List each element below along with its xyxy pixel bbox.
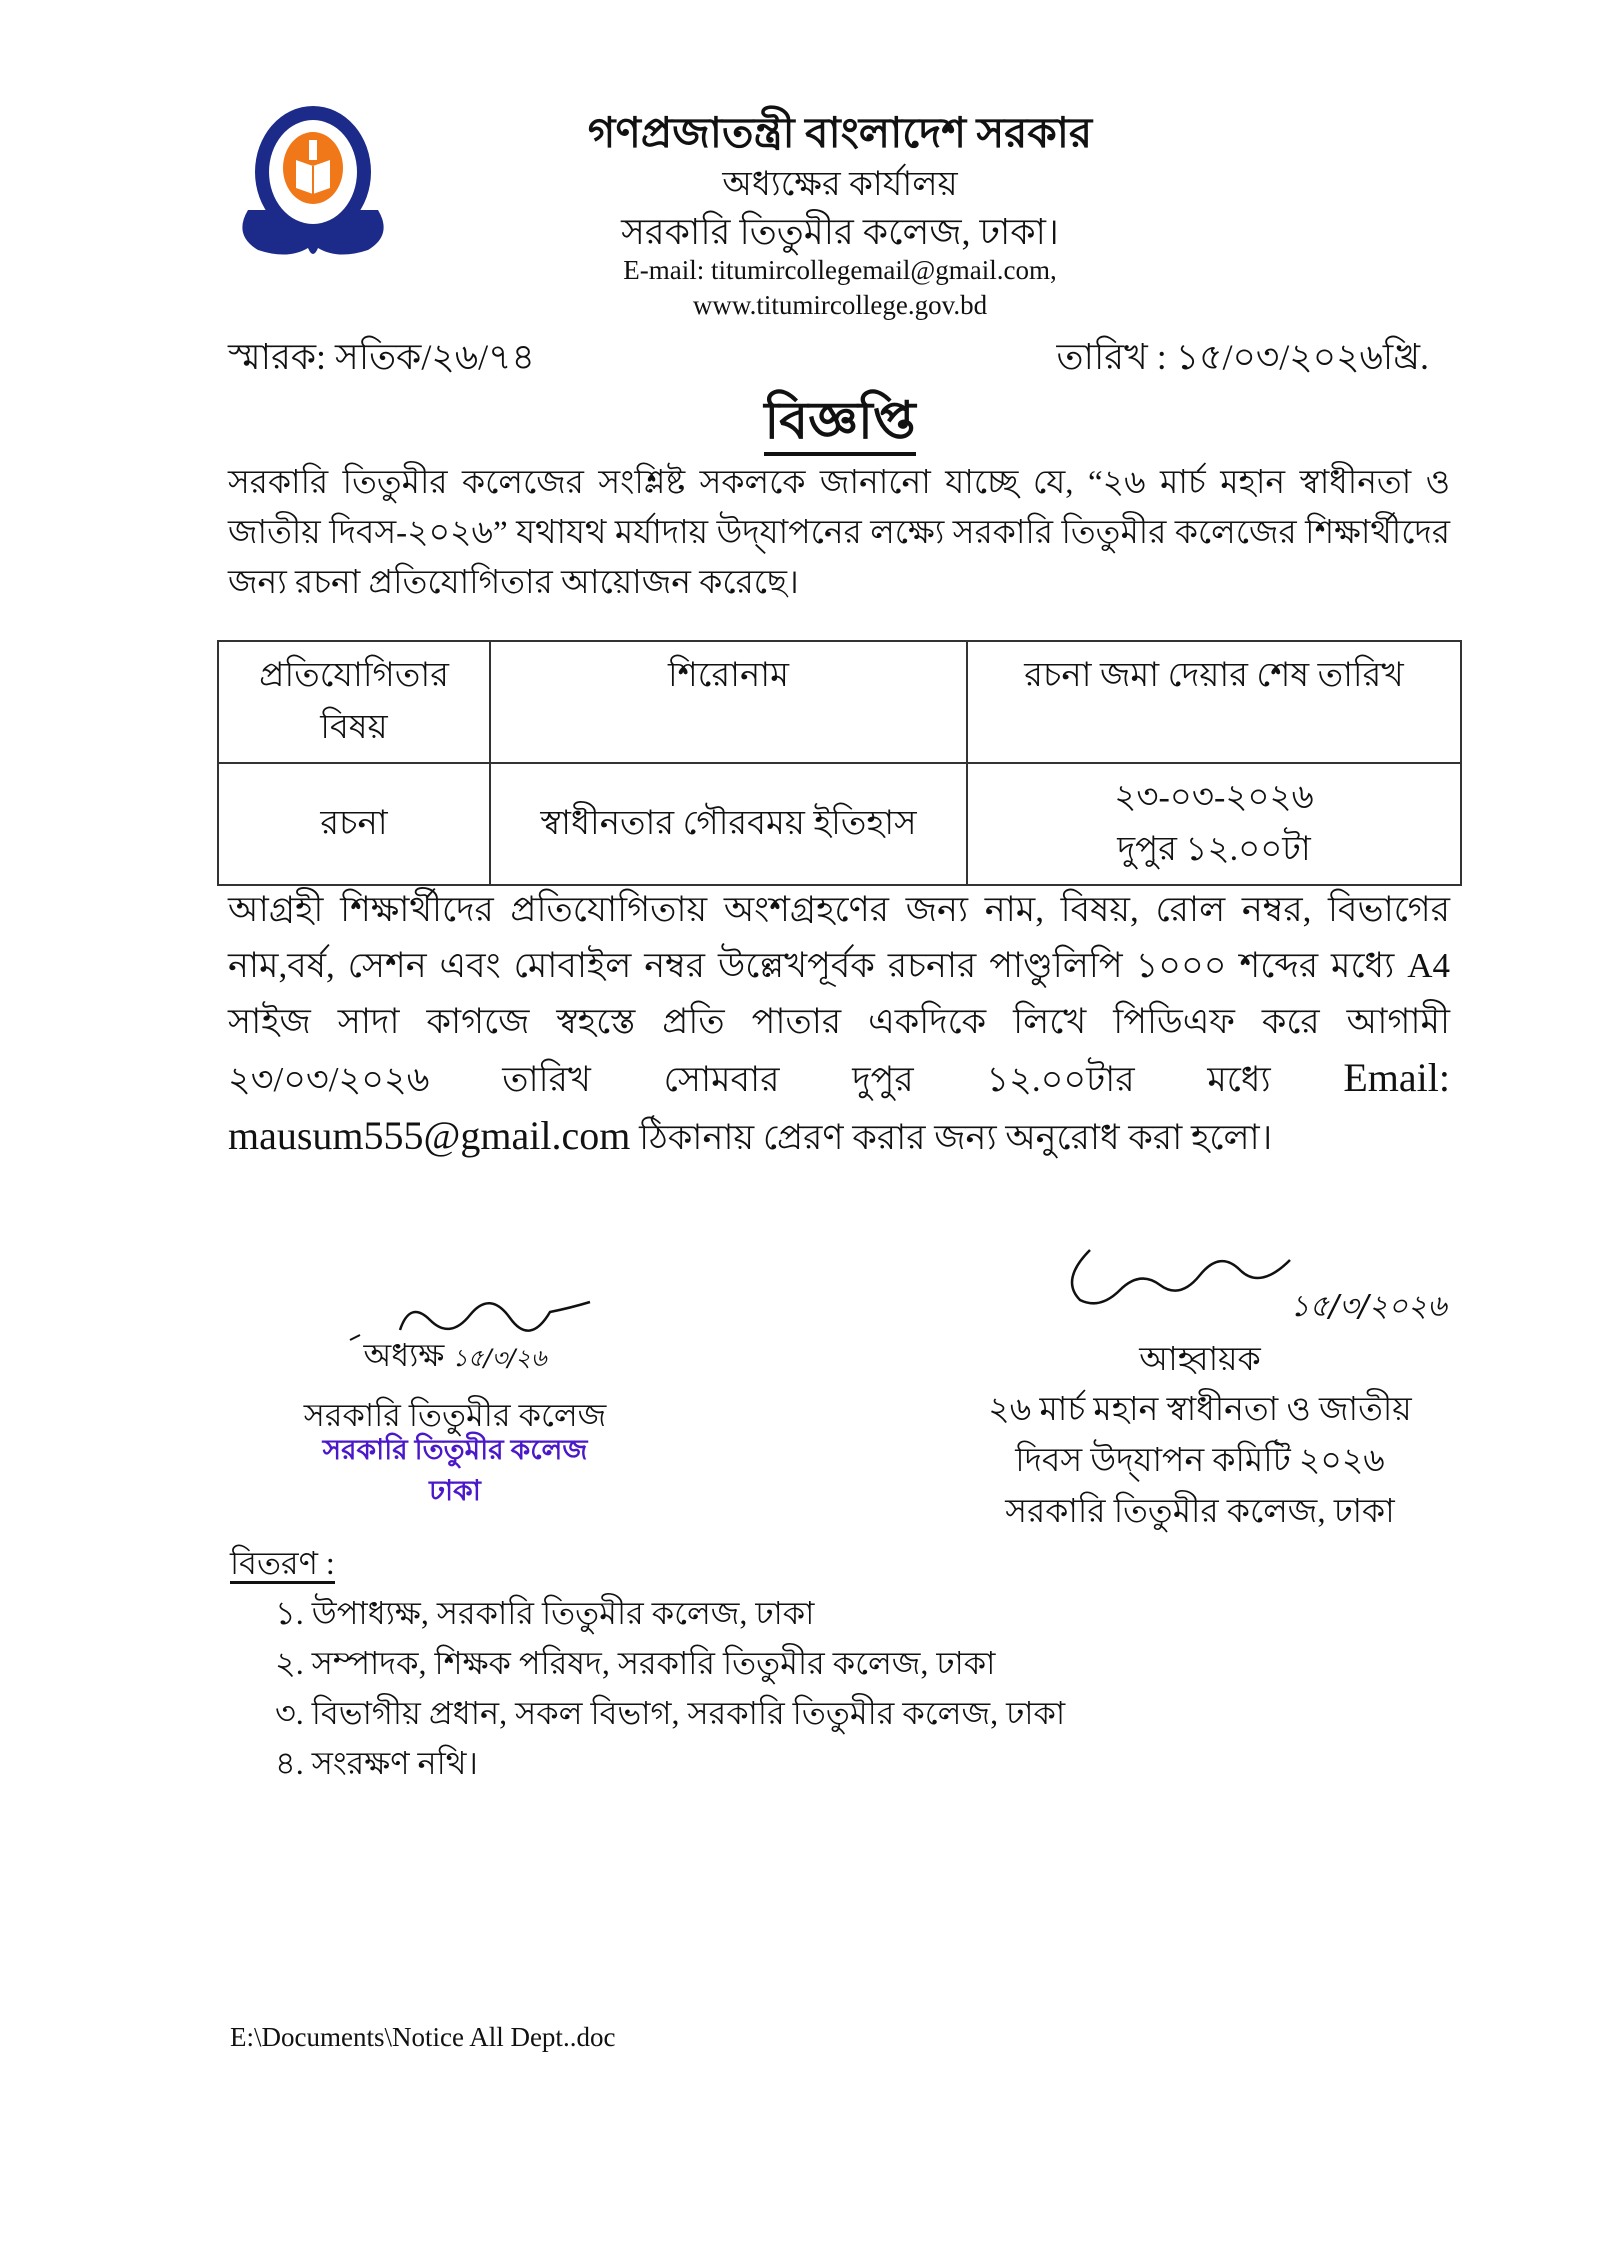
intro-paragraph: সরকারি তিতুমীর কলেজের সংশ্লিষ্ট সকলকে জানানো যাচ্ছে যে, “২৬ মার্চ মহান স্বাধীনতা ও জাতীয় দিবস-২০২৬” যথাযথ মর্যাদায় উদ্‌যাপনের লক্ষ্যে সরকারি তিতুমীর কলেজের শিক্ষার্থীদের জন্য রচনা প্রতিযোগিতার আয়োজন করেছে। — [228, 465, 1450, 601]
file-path-footer: E:\Documents\Notice All Dept..doc — [230, 2022, 616, 2052]
list-item: ২. সম্পাদক, শিক্ষক পরিষদ, সরকারি তিতুমীর কলেজ, ঢাকা — [275, 1645, 996, 1681]
notice-title — [0, 380, 1619, 467]
principal-title-line — [270, 1330, 640, 1384]
table-cell: স্বাধীনতার গৌরবময় ইতিহাস — [490, 763, 967, 885]
distribution-list — [275, 1588, 1065, 1788]
distribution-title — [230, 1538, 335, 1592]
header-cell: শিরোনাম — [490, 641, 967, 763]
list-item: ১. উপাধ্যক্ষ, সরকারি তিতুমীর কলেজ, ঢাকা — [275, 1595, 815, 1631]
table-header-row — [218, 641, 1461, 763]
submission-email: mausum555@gmail.com — [228, 1113, 631, 1158]
convener-sign-date: ১৫/৩/২০২৬ — [1290, 1289, 1447, 1324]
memo-date: তারিখ : ১৫/০৩/২০২৬খ্রি. — [1056, 337, 1429, 377]
stamp-line1: সরকারি তিতুমীর কলেজ — [322, 1435, 588, 1466]
deadline-time: দুপুর ১২.০০টা — [1117, 831, 1311, 868]
convener-committee — [930, 1385, 1470, 1538]
office-heading: অধ্যক্ষের কার্যালয় — [722, 166, 958, 203]
college-heading: সরকারি তিতুমীর কলেজ, ঢাকা। — [621, 212, 1059, 252]
list-item: ৪. সংরক্ষণ নথি। — [275, 1745, 478, 1781]
committee-line2: দিবস উদ্‌যাপন কমিটি ২০২৬ — [1015, 1443, 1385, 1479]
committee-line1: ২৬ মার্চ মহান স্বাধীনতা ও জাতীয় — [988, 1392, 1412, 1428]
college-email: E-mail: titumircollegemail@gmail.com, — [623, 255, 1057, 285]
table-cell — [967, 763, 1461, 885]
instructions-paragraph — [228, 882, 1450, 1166]
instructions-text: আগ্রহী শিক্ষার্থীদের প্রতিযোগিতায় অংশগ্রহণের জন্য নাম, বিষয়, রোল নম্বর, বিভাগের নাম,বর্ষ, সেশন এবং মোবাইল নম্বর উল্লেখপূর্বক রচনার পাণ্ডুলিপি ১০০০ শব্দের মধ্যে A4 সাইজ সাদা কাগজে স্বহস্তে প্রতি পাতার একদিকে লিখে পিডিএফ করে আগামী ২৩/০৩/২০২৬ তারিখ সোমবার দুপুর ১২.০০টার মধ্যে — [228, 890, 1450, 1099]
table-cell: রচনা — [218, 763, 490, 885]
principal-sign-date: ১৫/৩/২৬ — [452, 1344, 547, 1372]
govt-heading: গণপ্রজাতন্ত্রী বাংলাদেশ সরকার — [587, 111, 1093, 157]
notice-title-text: বিজ্ঞপ্তি — [764, 393, 915, 456]
principal-title: অধ্যক্ষ — [363, 1337, 445, 1373]
college-logo — [228, 100, 398, 265]
competition-table — [217, 640, 1462, 886]
convener-title: আহ্বায়ক — [1139, 1342, 1261, 1378]
deadline-date: ২৩-০৩-২০২৬ — [1114, 779, 1314, 816]
stamp-line2: ঢাকা — [429, 1476, 481, 1507]
memo-ref: স্মারক: সতিক/২৬/৭৪ — [228, 337, 535, 377]
college-stamp — [270, 1428, 640, 1516]
email-label: Email: — [1343, 1055, 1450, 1100]
distribution-title-text: বিতরণ : — [230, 1545, 335, 1584]
principal-org: সরকারি তিতুমীর কলেজ — [303, 1397, 607, 1433]
committee-line3: সরকারি তিতুমীর কলেজ, ঢাকা — [1005, 1494, 1395, 1530]
instructions-text-end: ঠিকানায় প্রেরণ করার জন্য অনুরোধ করা হলো। — [630, 1118, 1273, 1157]
college-website: www.titumircollege.gov.bd — [692, 290, 988, 320]
header-cell: প্রতিযোগিতার বিষয় — [218, 641, 490, 763]
table-row — [218, 763, 1461, 885]
header-cell: রচনা জমা দেয়ার শেষ তারিখ — [967, 641, 1461, 763]
list-item: ৩. বিভাগীয় প্রধান, সকল বিভাগ, সরকারি তিতুমীর কলেজ, ঢাকা — [275, 1695, 1066, 1731]
